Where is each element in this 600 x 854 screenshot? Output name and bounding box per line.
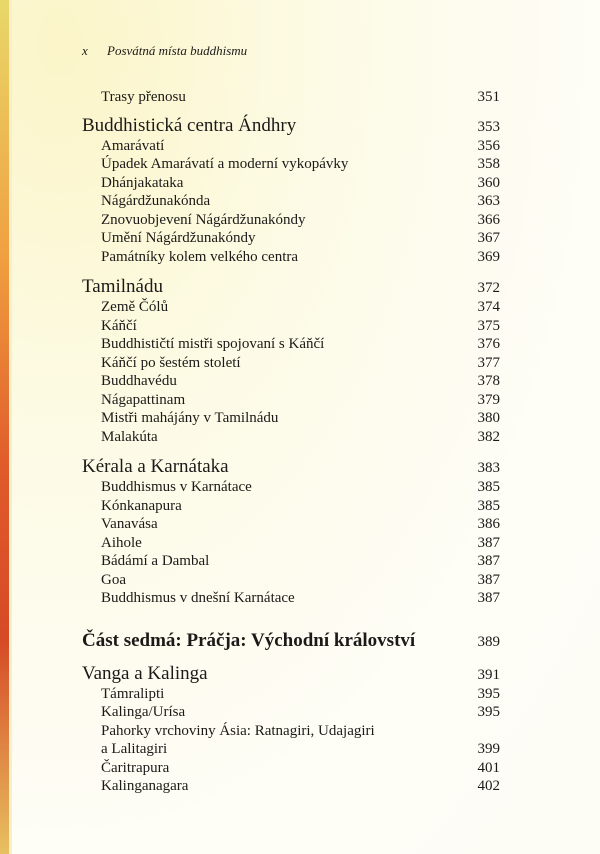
subentry (82, 515, 500, 534)
entry-page: 391 (477, 666, 500, 683)
subentry (82, 192, 500, 211)
entry-title: Dhánjakataka (101, 174, 184, 191)
toc-section (82, 277, 500, 446)
running-head (82, 43, 247, 59)
entry-title: Kalinga/Urísa (101, 704, 186, 720)
entry-title: Vanavása (101, 516, 158, 532)
entry-page: 377 (477, 354, 500, 371)
entry-title: Kónkanapura (101, 497, 182, 514)
subentry (82, 354, 500, 373)
entry-page: 395 (477, 685, 500, 702)
entry-page: 395 (477, 704, 500, 720)
entry-title: Umění Nágárdžunakóndy (101, 230, 256, 246)
entry-title: Nágapattinam (101, 391, 186, 408)
entry-page: 363 (477, 193, 500, 209)
entry-page: 372 (477, 280, 500, 296)
entry-page: 387 (477, 553, 500, 569)
subentry (82, 759, 500, 778)
entry-title: Buddhismus v Karnátace (101, 479, 252, 495)
entry-title: Země Čólů (101, 299, 169, 315)
toc-section (82, 664, 500, 796)
entry-title: Památníky kolem velkého centra (101, 248, 299, 265)
entry-page: 399 (477, 741, 500, 757)
entry-page: 353 (477, 118, 500, 135)
subentry (82, 372, 500, 391)
entry-title: Vanga a Kalinga (82, 662, 208, 684)
entry-title: Mistři mahájány v Tamilnádu (101, 410, 279, 426)
entry-page: 356 (477, 137, 500, 154)
subentry (82, 703, 500, 722)
entry-page: 358 (477, 156, 500, 172)
entry-title: Čaritrapura (101, 759, 170, 776)
subentry (82, 317, 500, 336)
toc-section (82, 88, 500, 107)
entry-title: Aihole (101, 534, 142, 551)
chapter-entry (82, 277, 500, 298)
entry-page: 374 (477, 299, 500, 315)
entry-page: 369 (477, 248, 500, 265)
entry-page: 385 (477, 479, 500, 495)
subentry (82, 571, 500, 590)
entry-page: 366 (477, 211, 500, 228)
subentry (82, 409, 500, 428)
page-number: x (82, 43, 88, 58)
subentry (82, 229, 500, 248)
subentry (82, 155, 500, 174)
entry-page: 378 (477, 373, 500, 389)
part-heading (82, 630, 500, 653)
subentry (82, 534, 500, 553)
entry-title: Kalinganagara (101, 778, 189, 794)
entry-title: Támralipti (101, 685, 165, 702)
subentry (82, 740, 500, 759)
subentry (82, 552, 500, 571)
subentry (82, 248, 500, 267)
entry-title: Buddhistická centra Ándhry (82, 114, 297, 136)
entry-title: Buddhističtí mistři spojovaní s Káňčí (101, 336, 325, 352)
entry-page: 401 (477, 759, 500, 776)
subentry (82, 298, 500, 317)
entry-title: Káňčí (101, 317, 137, 334)
subentry (82, 428, 500, 447)
entry-page: 375 (477, 317, 500, 334)
entry-title: Pahorky vrchoviny Ásia: Ratnagiri, Udajagiri (101, 722, 375, 739)
entry-title: Tamilnádu (82, 276, 163, 297)
subentry (82, 722, 500, 741)
entry-title: Část sedmá: Práčja: Východní království (82, 629, 416, 651)
subentry (82, 478, 500, 497)
subentry (82, 497, 500, 516)
entry-page: 385 (477, 497, 500, 514)
entry-title: Goa (101, 571, 126, 588)
entry-page: 376 (477, 336, 500, 352)
chapter-entry (82, 457, 500, 478)
subentry (82, 685, 500, 704)
entry-title: Trasy přenosu (101, 89, 186, 105)
page-margin (9, 0, 12, 854)
entry-title: Úpadek Amarávatí a moderní vykopávky (101, 156, 349, 172)
subentry (82, 174, 500, 193)
subentry (82, 211, 500, 230)
entry-title: Káňčí po šestém století (101, 354, 241, 371)
toc-section (82, 457, 500, 608)
entry-page: 386 (477, 516, 500, 532)
entry-page: 382 (477, 428, 500, 445)
entry-page: 351 (477, 89, 500, 105)
entry-page: 389 (477, 633, 500, 650)
toc-section (82, 116, 500, 267)
entry-page: 367 (477, 230, 500, 246)
entry-page: 380 (477, 410, 500, 426)
entry-page: 387 (477, 571, 500, 588)
subentry (82, 335, 500, 354)
chapter-entry (82, 116, 500, 137)
entry-title: Malakúta (101, 428, 158, 445)
entry-page: 379 (477, 391, 500, 408)
chapter-entry (82, 664, 500, 685)
subentry (82, 777, 500, 796)
subentry (82, 589, 500, 608)
table-of-contents (82, 88, 500, 796)
entry-title: Amarávatí (101, 137, 165, 154)
subentry (82, 391, 500, 410)
book-title: Posvátná místa buddhismu (107, 43, 248, 58)
entry-title: Bádámí a Dambal (101, 553, 210, 569)
entry-title: Kérala a Karnátaka (82, 456, 229, 477)
entry-page: 360 (477, 174, 500, 191)
book-edge (0, 0, 9, 854)
subentry (82, 88, 500, 107)
entry-page: 387 (477, 590, 500, 606)
subentry (82, 137, 500, 156)
entry-title: Znovuobjevení Nágárdžunakóndy (101, 211, 306, 228)
entry-title: Nágárdžunakónda (101, 193, 211, 209)
entry-title: a Lalitagiri (101, 741, 168, 757)
entry-page: 383 (477, 460, 500, 476)
entry-page: 402 (477, 778, 500, 794)
entry-page: 387 (477, 534, 500, 551)
entry-title: Buddhavédu (101, 373, 177, 389)
entry-title: Buddhismus v dnešní Karnátace (101, 590, 295, 606)
